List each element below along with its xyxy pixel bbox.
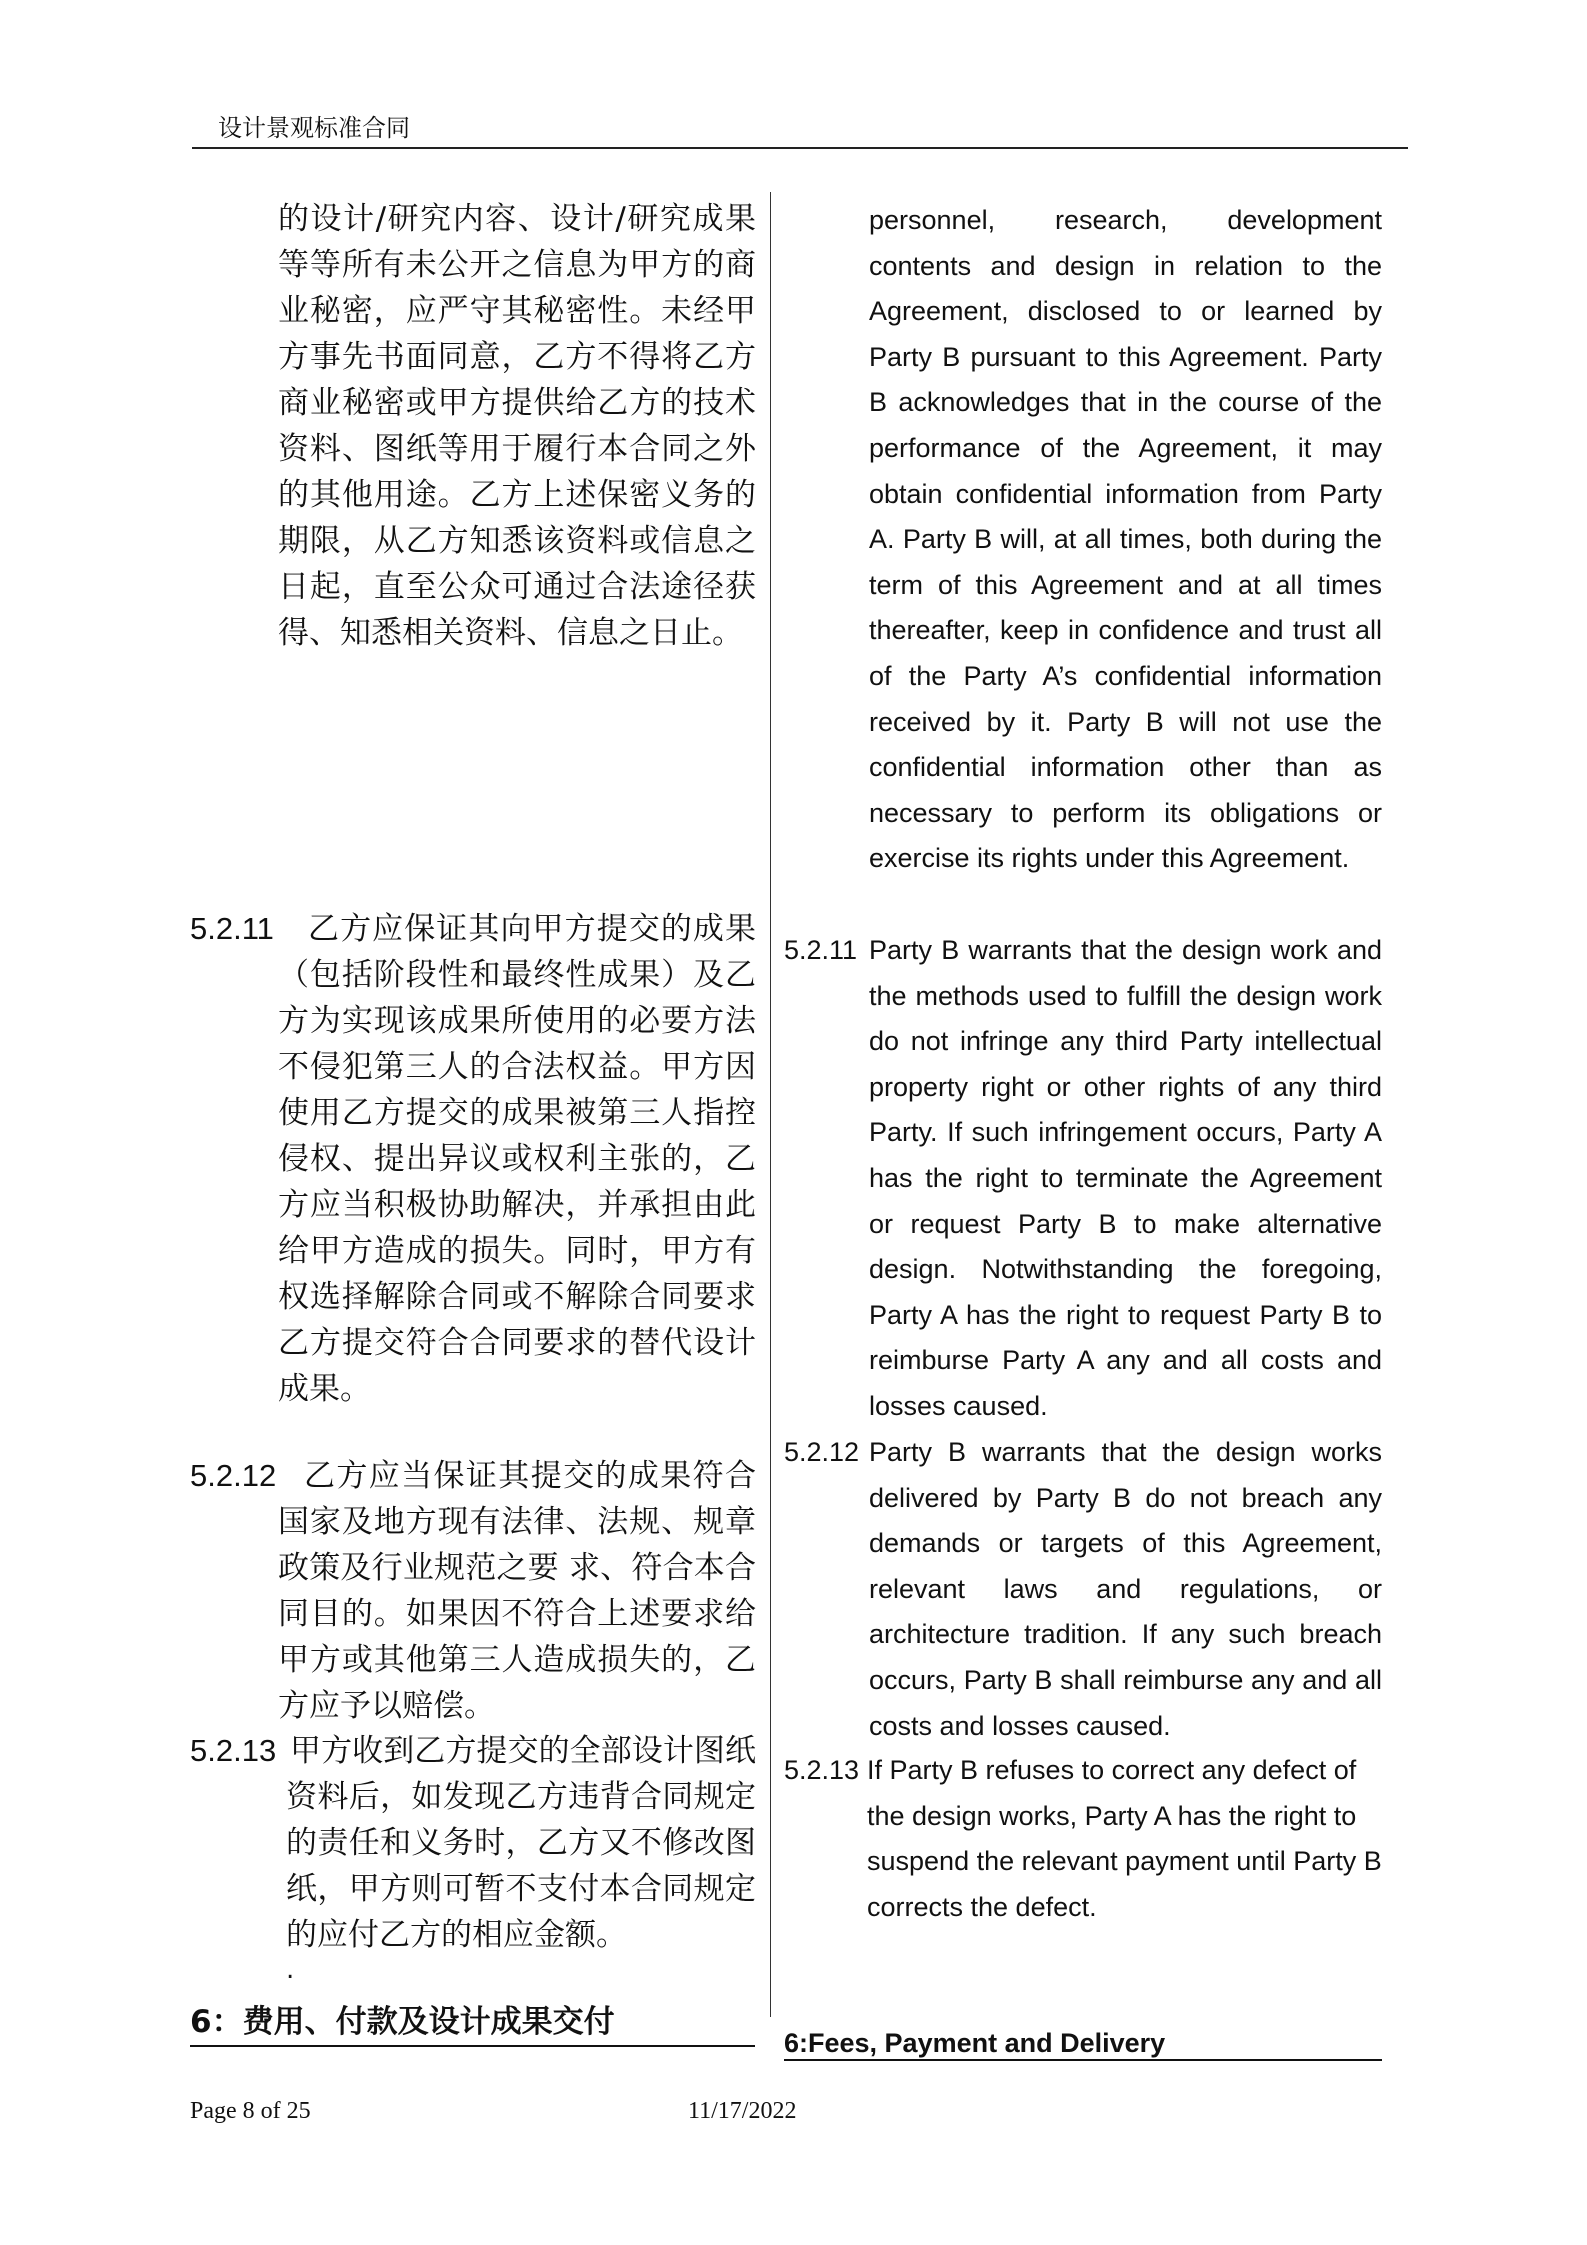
- en-clause-5-2-11: Party B warrants that the design work and the methods used to fulfill the design work do not infringe any third Party intellectual property right or other rights of any third Party. If such infringement occurs, Party A has the right to terminate the Agreement or request Party B to make alternative design. Notwithstanding the foregoing, Party A has the right to request Party B to reimburse Party A any and all costs and losses caused.: [869, 935, 1382, 1421]
- zh-heading-rule: [190, 2045, 755, 2047]
- zh-clause-5-2-12: 乙方应当保证其提交的成果符合国家及地方现有法律、法规、规章政策及行业规范之要 求、符合本合同目的。如果因不符合上述要求给甲方或其他第三人造成损失的，乙方应予以赔偿。: [278, 1458, 756, 1724]
- header-rule: [192, 147, 1408, 149]
- en-section-heading: 6:Fees, Payment and Delivery: [784, 2028, 1166, 2058]
- zh-clause-number-5-2-11: 5.2.11: [190, 911, 274, 946]
- en-clause-5-2-13: If Party B refuses to correct any defect of the design works, Party A has the right to suspend the relevant payment until Party B corrects the defect.: [867, 1755, 1382, 1922]
- zh-clause-5-2-13: 甲方收到乙方提交的全部设计图纸资料后，如发现乙方违背合同规定的责任和义务时，乙方又不修改图纸，甲方则可暂不支付本合同规定的应付乙方的相应金额。: [286, 1733, 756, 1953]
- en-clause-number-5-2-12: 5.2.12: [784, 1437, 860, 1467]
- zh-clause-5-2-11: 乙方应保证其向甲方提交的成果（包括阶段性和最终性成果）及乙方为实现该成果所使用的必要方法不侵犯第三人的合法权益。甲方因使用乙方提交的成果被第三人指控侵权、提出异议或权利主张的，乙方应当积极协助解决，并承担由此给甲方造成的损失。同时，甲方有权选择解除合同或不解除合同要求乙方提交符合合同要求的替代设计成果。: [278, 911, 756, 1407]
- en-clause-number-5-2-11: 5.2.11: [784, 935, 858, 965]
- zh-clause-number-5-2-12: 5.2.12: [190, 1458, 277, 1493]
- page-header-title: 设计景观标准合同: [218, 114, 410, 142]
- column-divider: [770, 192, 771, 2017]
- footer-page-number: Page 8 of 25: [190, 2098, 311, 2124]
- zh-confidentiality-continued: 的设计/研究内容、设计/研究成果等等所有未公开之信息为甲方的商业秘密，应严守其秘密性。未经甲方事先书面同意，乙方不得将乙方商业秘密或甲方提供给乙方的技术资料、图纸等用于履行本合同之外的其他用途。乙方上述保密义务的期限，从乙方知悉该资料或信息之日起，直至公众可通过合法途径获得、知悉相关资料、信息之日止。: [278, 201, 756, 651]
- en-clause-5-2-12: Party B warrants that the design works delivered by Party B do not breach any demands or targets of this Agreement, relevant laws and regulations, or architecture tradition. If any such breach occurs, Party B shall reimburse any and all costs and losses caused.: [869, 1437, 1382, 1741]
- en-confidentiality-continued: personnel, research, development contents and design in relation to the Agreement, disclosed to or learned by Party B pursuant to this Agreement. Party B acknowledges that in the course of the performance of the Agreement, it may obtain confidential information from Party A. Party B will, at all times, both during the term of this Agreement and at all times thereafter, keep in confidence and trust all of the Party A’s confidential information received by it. Party B will not use the confidential information other than as necessary to perform its obligations or exercise its rights under this Agreement.: [869, 205, 1382, 874]
- zh-section-heading: 6：费用、付款及设计成果交付: [190, 2004, 615, 2040]
- zh-clause-number-5-2-13: 5.2.13: [190, 1733, 277, 1768]
- en-clause-number-5-2-13: 5.2.13: [784, 1755, 860, 1785]
- zh-stray-dot: .: [286, 1955, 295, 1985]
- footer-date: 11/17/2022: [688, 2098, 797, 2124]
- en-heading-rule: [784, 2059, 1382, 2061]
